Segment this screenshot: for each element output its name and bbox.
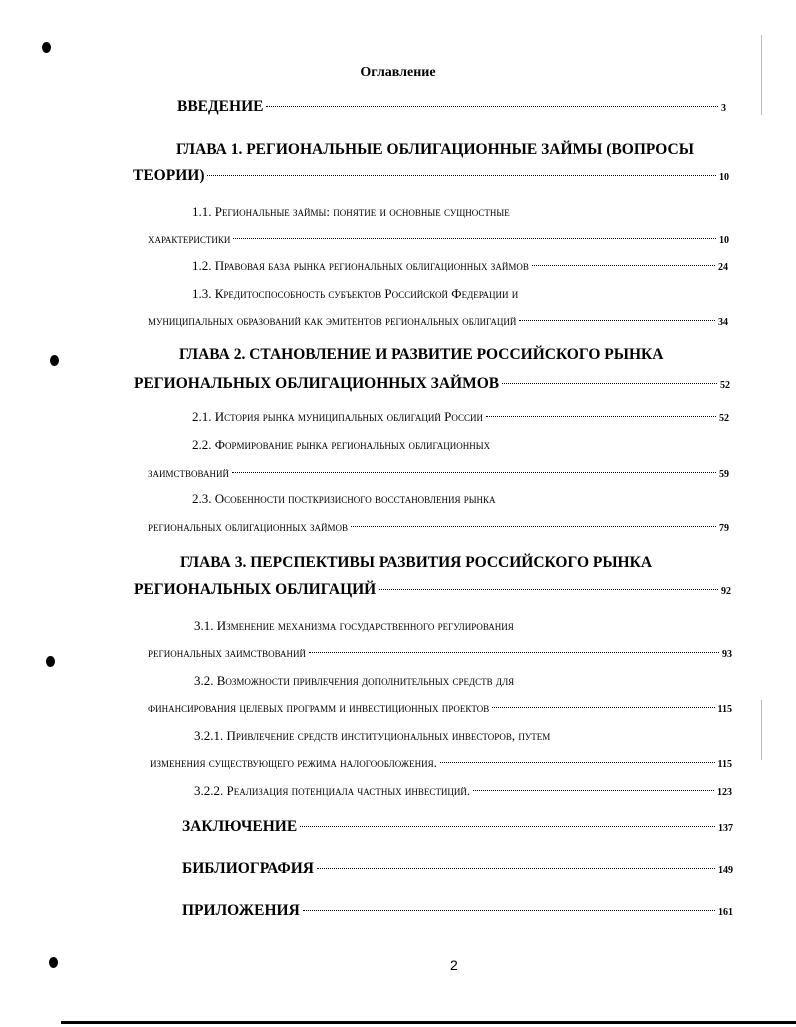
- toc-entry-bibliography: [182, 860, 733, 878]
- punch-hole-mark: [49, 957, 58, 968]
- toc-entry-label: муниципальных образований как эмитентов региональных облигаций: [148, 313, 517, 328]
- dot-leader: [379, 589, 718, 590]
- scan-edge-line: [61, 1021, 796, 1024]
- toc-entry-label: региональных заимствований: [148, 645, 307, 660]
- toc-chapter-2-line1: ГЛАВА 2. СТАНОВЛЕНИЕ И РАЗВИТИЕ РОССИЙСКОГО РЫНКА: [179, 346, 664, 363]
- dot-leader: [303, 910, 715, 911]
- toc-page-number: 92: [721, 586, 731, 597]
- toc-title: Оглавление: [360, 65, 436, 80]
- dot-leader: [266, 106, 718, 107]
- dot-leader: [473, 790, 714, 791]
- dot-leader: [233, 238, 716, 239]
- toc-entry-section-2-3: [148, 519, 729, 535]
- toc-page-number: 10: [719, 172, 729, 183]
- toc-entry-conclusion: [182, 818, 733, 836]
- toc-entry-label: РЕГИОНАЛЬНЫХ ОБЛИГАЦИЙ: [134, 581, 377, 598]
- toc-entry-label: 2.1. История рынка муниципальных облигаций России: [192, 409, 483, 424]
- toc-page-number: 10: [719, 235, 729, 246]
- dot-leader: [351, 526, 716, 527]
- toc-chapter-3-line1: ГЛАВА 3. ПЕРСПЕКТИВЫ РАЗВИТИЯ РОССИЙСКОГО РЫНКА: [180, 554, 653, 571]
- dot-leader: [232, 472, 716, 473]
- toc-entry-chapter-2: [134, 375, 730, 393]
- toc-entry-section-2-2: [148, 465, 729, 481]
- toc-page-number: 123: [717, 787, 732, 798]
- toc-entry-label: ПРИЛОЖЕНИЯ: [182, 902, 300, 919]
- toc-entry-section-1-2: [192, 258, 728, 274]
- dot-leader: [309, 652, 719, 653]
- toc-section-2-3-line1: 2.3. Особенности посткризисного восстановления рынка: [192, 491, 496, 506]
- toc-page-number: 24: [718, 262, 728, 273]
- toc-entry-label: характеристики: [148, 231, 231, 246]
- toc-entry-label: финансирования целевых программ и инвестиционных проектов: [148, 700, 490, 715]
- dot-leader: [207, 175, 716, 176]
- toc-section-1-1-line1: 1.1. Региональные займы: понятие и основные сущностные: [192, 204, 510, 219]
- toc-entry-section-3-2-1: [150, 755, 732, 771]
- toc-page-number: 79: [719, 523, 729, 534]
- toc-entry-label: БИБЛИОГРАФИЯ: [182, 860, 314, 877]
- toc-section-1-3-line1: 1.3. Кредитоспособность субъектов Российской Федерации и: [192, 286, 519, 301]
- toc-page-number: 34: [718, 317, 728, 328]
- dot-leader: [532, 265, 715, 266]
- toc-entry-label: 3.2.2. Реализация потенциала частных инвестиций.: [194, 783, 471, 798]
- toc-page-number: 161: [718, 907, 733, 918]
- dot-leader: [440, 762, 715, 763]
- dot-leader: [486, 416, 716, 417]
- toc-section-2-2-line1: 2.2. Формирование рынка региональных облигационных: [192, 437, 491, 452]
- toc-entry-label: ВВЕДЕНИЕ: [177, 98, 264, 115]
- dot-leader: [317, 868, 715, 869]
- toc-page-number: 115: [717, 704, 732, 715]
- dot-leader: [519, 320, 715, 321]
- toc-entry-section-1-1: [148, 231, 729, 247]
- toc-page-number: 52: [720, 380, 730, 391]
- punch-hole-mark: [42, 42, 51, 53]
- toc-section-3-1-line1: 3.1. Изменение механизма государственного регулирования: [194, 618, 514, 633]
- toc-entry-label: заимствований: [148, 465, 229, 480]
- toc-entry-intro: [177, 98, 726, 116]
- toc-entry-appendix: [182, 902, 733, 920]
- toc-entry-label: РЕГИОНАЛЬНЫХ ОБЛИГАЦИОННЫХ ЗАЙМОВ: [134, 375, 500, 392]
- punch-hole-mark: [46, 656, 55, 667]
- toc-section-3-2-1-line1: 3.2.1. Привлечение средств институциональных инвесторов, путем: [194, 728, 551, 743]
- toc-entry-section-3-2: [148, 700, 732, 716]
- toc-entry-section-3-2-2: [194, 783, 732, 799]
- toc-entry-section-3-1: [148, 645, 732, 661]
- toc-entry-chapter-3: [134, 581, 731, 599]
- page-number: 2: [450, 957, 458, 973]
- toc-entry-label: региональных облигационных займов: [148, 519, 348, 534]
- toc-section-3-2-line1: 3.2. Возможности привлечения дополнительных средств для: [194, 673, 515, 688]
- scan-edge-line: [761, 700, 762, 760]
- dot-leader: [300, 826, 715, 827]
- toc-entry-label: ЗАКЛЮЧЕНИЕ: [182, 818, 298, 835]
- punch-hole-mark: [50, 355, 59, 366]
- toc-page-number: 137: [718, 823, 733, 834]
- toc-page-number: 93: [722, 649, 732, 660]
- dot-leader: [492, 707, 714, 708]
- toc-entry-label: ТЕОРИИ): [133, 167, 205, 184]
- toc-page-number: 3: [721, 103, 726, 114]
- toc-page-number: 115: [717, 759, 732, 770]
- toc-entry-chapter-1: [133, 167, 729, 185]
- toc-entry-section-2-1: [192, 409, 729, 425]
- dot-leader: [502, 383, 717, 384]
- toc-page-number: 52: [719, 413, 729, 424]
- toc-entry-section-1-3: [148, 313, 728, 329]
- toc-page-number: 59: [719, 469, 729, 480]
- toc-entry-label: 1.2. Правовая база рынка региональных облигационных займов: [192, 258, 529, 273]
- toc-entry-label: изменения существующего режима налогообложения.: [150, 755, 437, 770]
- toc-chapter-1-line1: ГЛАВА 1. РЕГИОНАЛЬНЫЕ ОБЛИГАЦИОННЫЕ ЗАЙМЫ (ВОПРОСЫ: [176, 141, 694, 158]
- toc-page-number: 149: [718, 865, 733, 876]
